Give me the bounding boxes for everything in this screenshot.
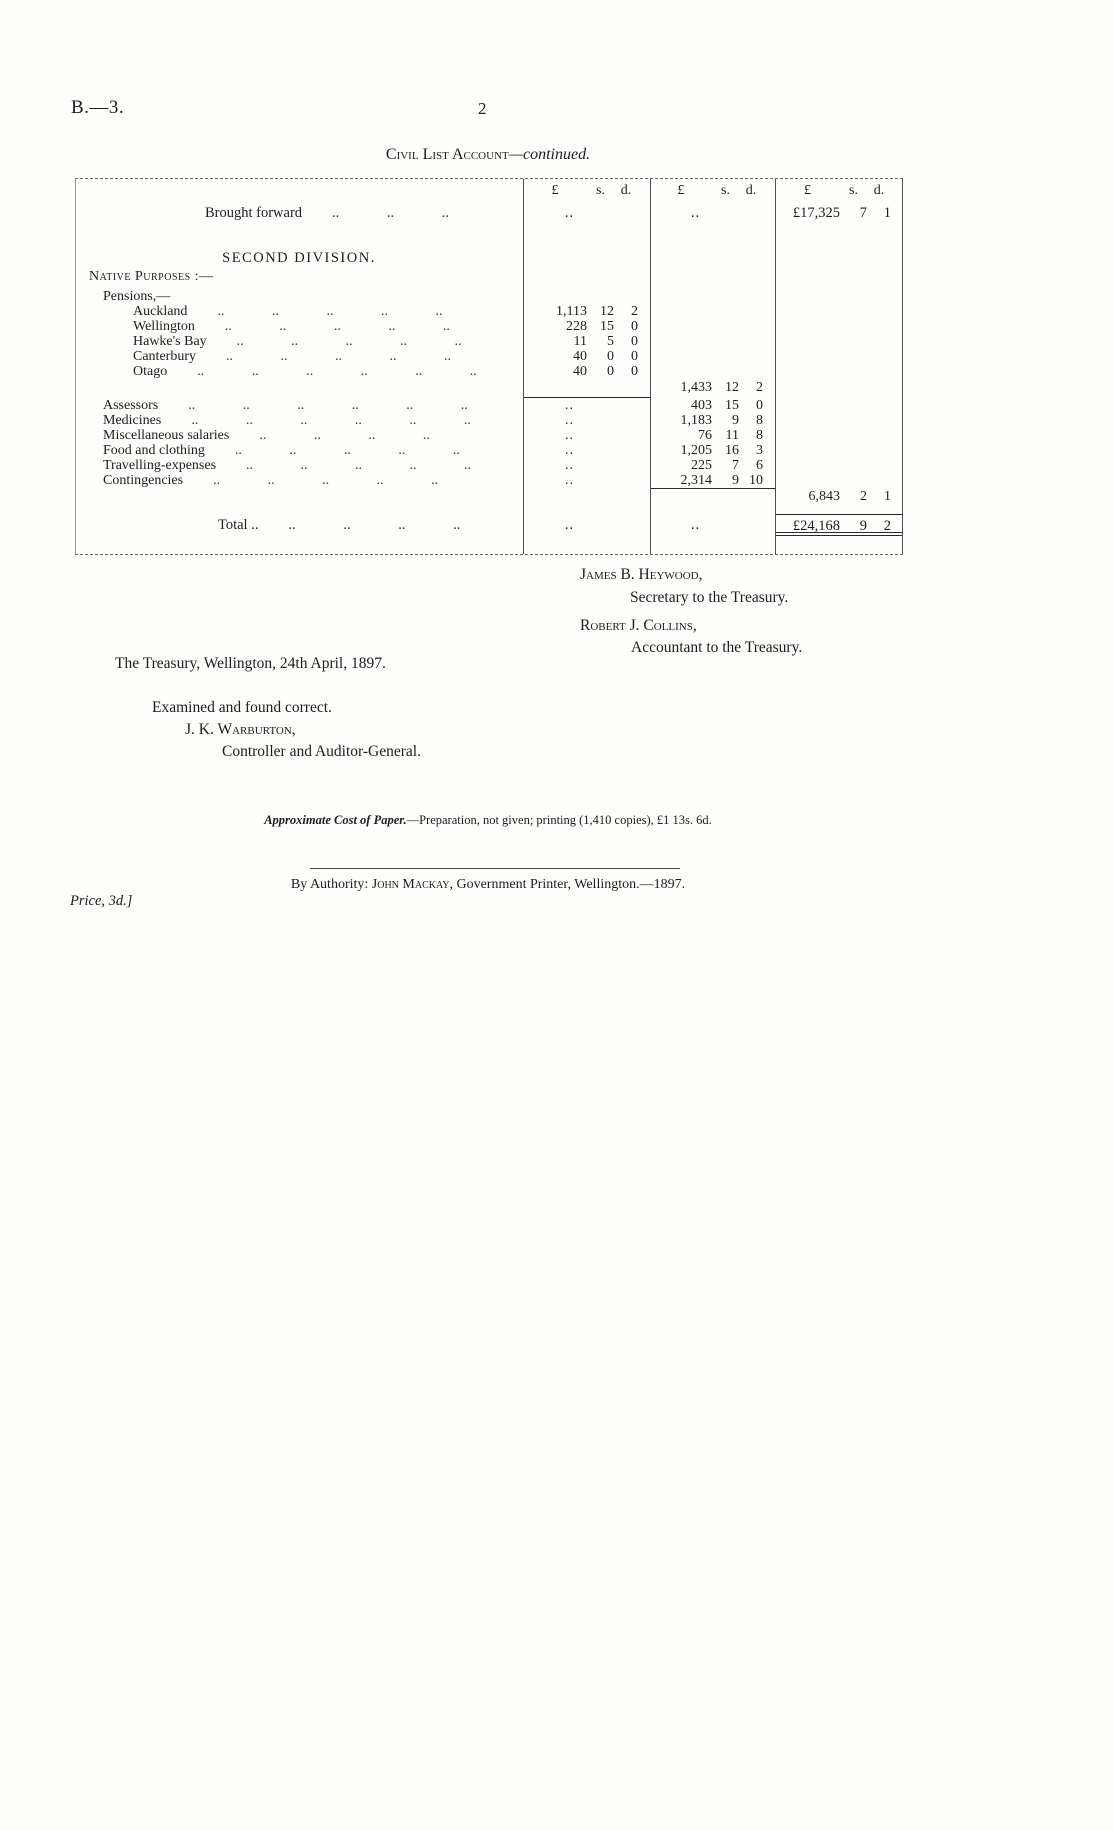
row-label: Miscellaneous salaries	[103, 428, 230, 443]
amount-cell	[775, 247, 903, 269]
money-column-header: d.	[745, 183, 757, 198]
row-label: Assessors	[103, 398, 159, 413]
amount-cell	[775, 506, 903, 514]
row-description	[75, 334, 523, 349]
amount-cell	[523, 289, 650, 304]
ditto-dots: ..	[565, 413, 574, 428]
treasury-date-line: The Treasury, Wellington, 24th April, 1897.	[115, 655, 386, 672]
row-description	[75, 428, 523, 443]
item-row	[75, 428, 903, 443]
amount-cell	[650, 379, 775, 398]
ditto-dots: ..	[690, 517, 701, 533]
money-column-header: d.	[620, 183, 632, 198]
ditto-dots: ..	[565, 473, 574, 488]
amount-cell	[523, 379, 650, 398]
amount-cell	[775, 304, 903, 319]
money-column-header: d.	[873, 183, 885, 198]
ditto-dots: ..	[565, 398, 574, 413]
printer-name: John Mackay	[371, 877, 450, 892]
amount-part: 3	[756, 443, 763, 458]
leader-dots: .. .. .. .. ..	[246, 458, 472, 473]
amount-cell	[650, 398, 775, 413]
amount-part: 1	[884, 489, 891, 504]
amount-cell	[523, 179, 650, 203]
signatory-title: Accountant to the Treasury.	[631, 639, 803, 656]
table-column-divider	[650, 179, 651, 554]
amount-cell	[523, 364, 650, 379]
civil-list-account-table	[75, 178, 903, 555]
ditto-dots: ..	[564, 517, 575, 533]
amount-cell	[775, 179, 903, 203]
amount-cell	[775, 428, 903, 443]
amount-part: 15	[725, 398, 739, 413]
amount-part: 1,205	[680, 443, 712, 458]
leader-dots: .. .. .. ..	[288, 517, 461, 533]
amount-cell	[775, 443, 903, 458]
row-description	[75, 488, 523, 506]
amount-part: 1,183	[680, 413, 712, 428]
money-column-header: £	[551, 183, 559, 198]
amount-cell	[775, 223, 903, 247]
amount-cell	[650, 506, 775, 514]
amount-cell	[775, 458, 903, 473]
row-description	[75, 349, 523, 364]
page-number: 2	[478, 99, 487, 118]
amount-cell	[650, 289, 775, 304]
footer-divider-rule	[310, 868, 680, 869]
amount-cell	[650, 304, 775, 319]
amount-part: 5	[607, 334, 614, 349]
amount-part: £17,325	[792, 205, 840, 221]
money-column-header: £	[804, 183, 811, 198]
amount-part: 403	[691, 398, 712, 413]
amount-cell	[775, 379, 903, 398]
amount-cell	[775, 473, 903, 488]
amount-cell	[650, 428, 775, 443]
row-description	[75, 289, 523, 304]
table-column-divider	[775, 179, 776, 554]
amount-part: 2	[756, 380, 763, 395]
row-label: Travelling-expenses	[103, 458, 217, 473]
amount-cell	[650, 458, 775, 473]
leader-dots: .. .. .. .. ..	[217, 304, 443, 319]
amount-cell	[650, 247, 775, 269]
amount-part: 15	[600, 319, 614, 334]
leader-dots: .. .. ..	[332, 205, 450, 221]
amount-cell	[650, 488, 775, 506]
amount-part: 10	[749, 473, 763, 488]
table-right-border	[902, 179, 903, 554]
spacer-row	[75, 506, 903, 514]
brought-forward-row	[75, 203, 903, 223]
row-description	[75, 473, 523, 488]
amount-cell	[650, 364, 775, 379]
row-description	[75, 223, 523, 247]
item-row	[75, 398, 903, 413]
row-description	[75, 514, 523, 536]
signatory-title: Secretary to the Treasury.	[630, 589, 789, 606]
amount-cell	[523, 506, 650, 514]
item-row	[75, 458, 903, 473]
leader-dots: .. .. .. ..	[259, 428, 430, 443]
leader-dots: .. .. .. .. ..	[234, 443, 460, 458]
amount-cell	[650, 319, 775, 334]
ditto-dots: ..	[564, 205, 575, 221]
amount-cell	[775, 364, 903, 379]
amount-part: 9	[732, 473, 739, 488]
cost-note-detail: —Preparation, not given; printing (1,410 copies), £1 13s. 6d.	[406, 813, 712, 827]
row-label: Contingencies	[103, 473, 184, 488]
document-title	[0, 146, 976, 164]
row-label: Native Purposes :—	[89, 269, 214, 284]
amount-part: 8	[756, 428, 763, 443]
amount-cell	[523, 413, 650, 428]
money-header-row	[75, 179, 903, 203]
leader-dots: .. .. .. .. .. ..	[197, 364, 477, 379]
amount-part: 1	[883, 205, 891, 221]
row-label: Canterbury	[133, 349, 196, 364]
row-description	[75, 179, 523, 203]
leader-dots: .. .. .. .. .. ..	[188, 398, 468, 413]
amount-cell	[650, 443, 775, 458]
row-label: Hawke's Bay	[133, 334, 207, 349]
table-left-border	[75, 179, 76, 554]
amount-cell	[523, 443, 650, 458]
leader-dots: .. .. .. .. ..	[236, 334, 462, 349]
row-label: SECOND DIVISION.	[222, 250, 376, 266]
amount-part: 0	[756, 398, 763, 413]
amount-cell	[775, 269, 903, 289]
division-heading-row	[75, 247, 903, 269]
money-column-header: s.	[596, 183, 605, 198]
document-reference: B.—3.	[71, 97, 125, 118]
amount-cell	[650, 203, 775, 223]
amount-cell	[775, 334, 903, 349]
authority-prefix: By Authority:	[290, 877, 372, 892]
amount-part: 6	[756, 458, 763, 473]
grand-total-row	[75, 514, 903, 536]
amount-part: 9	[859, 518, 867, 534]
amount-cell	[523, 223, 650, 247]
amount-part: 1,433	[680, 380, 712, 395]
pension-row	[75, 304, 903, 319]
row-label: Food and clothing	[103, 443, 205, 458]
row-description	[75, 304, 523, 319]
money-column-header: s.	[721, 183, 730, 198]
ditto-dots: ..	[565, 458, 574, 473]
table-rows	[75, 179, 903, 536]
amount-cell	[650, 473, 775, 488]
item-row	[75, 443, 903, 458]
leader-dots: .. .. .. .. .. ..	[191, 413, 471, 428]
row-description	[75, 364, 523, 379]
row-label: Brought forward	[205, 205, 303, 221]
row-label: Otago	[133, 364, 168, 379]
amount-part: 40	[573, 364, 587, 379]
row-description	[75, 203, 523, 223]
amount-part: 2	[631, 304, 638, 319]
pension-row	[75, 334, 903, 349]
amount-part: 8	[756, 413, 763, 428]
amount-part: 7	[859, 205, 867, 221]
row-description	[75, 319, 523, 334]
amount-cell	[650, 223, 775, 247]
amount-cell	[775, 289, 903, 304]
leader-dots: .. .. .. .. ..	[213, 473, 439, 488]
amount-part: £24,168	[792, 518, 840, 534]
amount-part: 2,314	[680, 473, 712, 488]
pension-row	[75, 364, 903, 379]
row-label: Auckland	[133, 304, 188, 319]
amount-part: 0	[631, 364, 638, 379]
amount-cell	[775, 349, 903, 364]
amount-part: 2	[883, 518, 891, 534]
item-row	[75, 473, 903, 488]
item-row	[75, 413, 903, 428]
amount-part: 16	[725, 443, 739, 458]
amount-cell	[775, 413, 903, 428]
amount-cell	[523, 319, 650, 334]
money-column-header: s.	[849, 183, 858, 198]
amount-part: 2	[860, 489, 867, 504]
amount-part: 11	[725, 428, 739, 443]
amount-cell	[523, 203, 650, 223]
title-continued: —continued.	[508, 146, 591, 163]
row-description	[75, 269, 523, 289]
authority-suffix: , Government Printer, Wellington.—1897.	[449, 877, 686, 892]
examined-statement: Examined and found correct.	[152, 699, 332, 716]
cost-of-paper-note	[0, 813, 976, 828]
amount-cell	[523, 398, 650, 413]
amount-cell	[523, 334, 650, 349]
signatory-name: Robert J. Collins,	[580, 617, 697, 634]
amount-cell	[650, 514, 775, 536]
row-description	[75, 443, 523, 458]
amount-part: 40	[573, 349, 587, 364]
row-description	[75, 413, 523, 428]
amount-part: 12	[725, 380, 739, 395]
row-label: Total ..	[218, 517, 259, 533]
amount-part: 0	[631, 349, 638, 364]
pension-row	[75, 319, 903, 334]
amount-part: 228	[566, 319, 587, 334]
amount-cell	[775, 398, 903, 413]
amount-cell	[775, 319, 903, 334]
amount-cell	[523, 428, 650, 443]
spacer-row	[75, 223, 903, 247]
auditor-title: Controller and Auditor-General.	[222, 743, 421, 760]
amount-part: 6,843	[808, 489, 840, 504]
amount-part: 0	[631, 334, 638, 349]
second-division-total-row	[75, 488, 903, 506]
row-label: Medicines	[103, 413, 162, 428]
auditor-name: J. K. Warburton,	[185, 721, 296, 738]
amount-cell	[775, 203, 903, 223]
authority-imprint	[0, 877, 976, 893]
amount-part: 0	[607, 364, 614, 379]
row-description	[75, 247, 523, 269]
ditto-dots: ..	[565, 428, 574, 443]
price-label: Price, 3d.]	[70, 893, 133, 909]
row-description	[75, 458, 523, 473]
amount-cell	[523, 304, 650, 319]
amount-part: 11	[573, 334, 587, 349]
amount-cell	[650, 413, 775, 428]
native-purposes-heading-row	[75, 269, 903, 289]
amount-cell	[775, 514, 903, 536]
amount-part: 225	[691, 458, 712, 473]
amount-part: 1,113	[556, 304, 587, 319]
amount-part: 0	[607, 349, 614, 364]
leader-dots: .. .. .. .. ..	[225, 349, 451, 364]
pensions-subtotal-row	[75, 379, 903, 398]
row-description	[75, 506, 523, 514]
amount-part: 12	[600, 304, 614, 319]
amount-part: 9	[732, 413, 739, 428]
amount-cell	[650, 349, 775, 364]
ditto-dots: ..	[690, 205, 701, 221]
row-label: Wellington	[133, 319, 195, 334]
amount-cell	[523, 458, 650, 473]
amount-part: 0	[631, 319, 638, 334]
title-main: Civil List Account	[385, 146, 509, 163]
leader-dots: .. .. .. .. ..	[224, 319, 450, 334]
table-column-divider	[523, 179, 524, 554]
amount-cell	[650, 179, 775, 203]
amount-cell	[523, 473, 650, 488]
amount-part: 7	[732, 458, 739, 473]
row-label: Pensions,—	[103, 289, 171, 304]
amount-cell	[650, 269, 775, 289]
amount-cell	[523, 247, 650, 269]
signatory-name: James B. Heywood,	[580, 566, 703, 583]
cost-note-lead: Approximate Cost of Paper.	[264, 813, 407, 827]
amount-cell	[775, 488, 903, 506]
amount-cell	[523, 349, 650, 364]
amount-cell	[650, 334, 775, 349]
row-description	[75, 398, 523, 413]
amount-cell	[523, 269, 650, 289]
pensions-heading-row	[75, 289, 903, 304]
amount-cell	[523, 488, 650, 506]
pension-row	[75, 349, 903, 364]
amount-cell	[523, 514, 650, 536]
amount-part: 76	[698, 428, 712, 443]
money-column-header: £	[677, 183, 685, 198]
ditto-dots: ..	[565, 443, 574, 458]
row-description	[75, 379, 523, 398]
